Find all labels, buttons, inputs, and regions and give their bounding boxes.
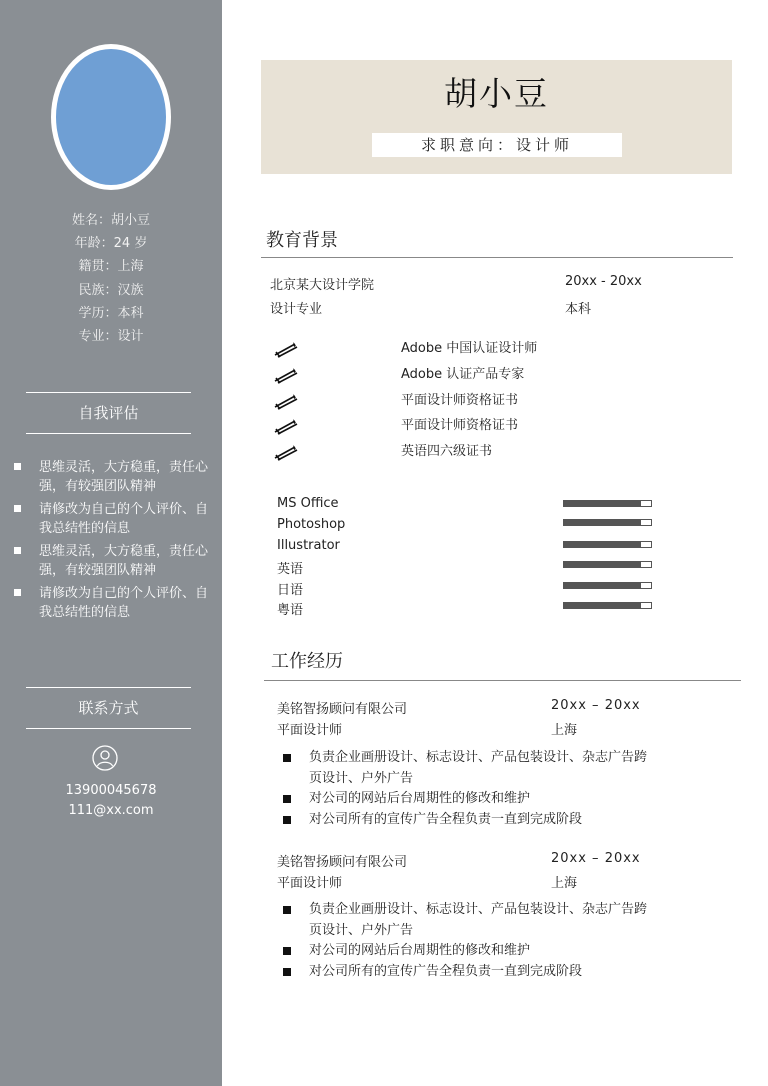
certificate-item: 英语四六级证书 — [401, 444, 493, 459]
diploma-icon — [273, 366, 299, 384]
contact-details — [0, 781, 222, 821]
skill-bar — [563, 519, 652, 526]
divider — [261, 257, 733, 258]
skill-bar — [563, 500, 652, 507]
skill-name: 英语 — [277, 562, 304, 577]
bullet-square-icon — [14, 505, 21, 512]
sidebar — [0, 0, 222, 1086]
skill-bar-fill — [564, 583, 641, 588]
info-major: 专业：设计 — [78, 329, 144, 345]
job-period: 20xx – 20xx — [551, 851, 641, 866]
list-item: 请修改为自己的个人评价、自我总结性的信息 — [12, 500, 212, 538]
header-box — [261, 60, 732, 174]
personal-info — [0, 209, 222, 348]
bullet-square-icon — [14, 463, 21, 470]
phone-number: 13900045678 — [65, 783, 157, 798]
list-item: 负责企业画册设计、标志设计、产品包装设计、杂志广告跨页设计、户外广告 — [280, 900, 650, 941]
diploma-icon — [273, 340, 299, 358]
list-item: 负责企业画册设计、标志设计、产品包装设计、杂志广告跨页设计、户外广告 — [280, 748, 650, 789]
skill-bar-fill — [564, 542, 641, 547]
diploma-icon — [273, 417, 299, 435]
certificate-item: 平面设计师资格证书 — [401, 393, 519, 408]
bullet-square-icon — [283, 795, 291, 803]
company-name: 美铭智扬顾问有限公司 — [277, 855, 408, 870]
diploma-icon — [273, 392, 299, 410]
degree: 本科 — [565, 302, 592, 317]
certificate-item: 平面设计师资格证书 — [401, 418, 519, 433]
job-location: 上海 — [551, 876, 578, 891]
skill-bar-fill — [564, 501, 641, 506]
skill-name: MS Office — [277, 496, 339, 511]
work-heading: 工作经历 — [271, 651, 343, 672]
avatar — [51, 44, 171, 190]
bullet-square-icon — [283, 968, 291, 976]
certificate-item: Adobe 中国认证设计师 — [401, 341, 538, 356]
bullet-square-icon — [283, 816, 291, 824]
duty-list — [280, 900, 650, 982]
list-item: 对公司所有的宣传广告全程负责一直到完成阶段 — [280, 962, 650, 983]
list-item: 对公司所有的宣传广告全程负责一直到完成阶段 — [280, 810, 650, 831]
list-item: 思维灵活，大方稳重，责任心强，有较强团队精神 — [12, 542, 212, 580]
skill-bar — [563, 561, 652, 568]
self-eval-list — [12, 458, 212, 626]
list-item: 对公司的网站后台周期性的修改和维护 — [280, 941, 650, 962]
bullet-square-icon — [14, 547, 21, 554]
info-age: 年龄：24 岁 — [74, 236, 148, 252]
info-ethnicity: 民族：汉族 — [78, 282, 144, 298]
bullet-square-icon — [14, 589, 21, 596]
duty-list — [280, 748, 650, 830]
skill-bar-fill — [564, 603, 641, 608]
job-period: 20xx – 20xx — [551, 698, 641, 713]
skill-bar — [563, 602, 652, 609]
email-address: 111@xx.com — [68, 803, 154, 818]
skill-name: 粤语 — [277, 603, 304, 618]
user-icon — [92, 745, 118, 771]
list-item: 思维灵活，大方稳重，责任心强，有较强团队精神 — [12, 458, 212, 496]
skill-bar — [563, 541, 652, 548]
skill-bar — [563, 582, 652, 589]
certificate-item: Adobe 认证产品专家 — [401, 367, 525, 382]
job-role: 平面设计师 — [277, 876, 343, 891]
list-item: 对公司的网站后台周期性的修改和维护 — [280, 789, 650, 810]
bullet-square-icon — [283, 754, 291, 762]
skill-bar-fill — [564, 520, 641, 525]
info-hometown: 籍贯：上海 — [78, 259, 144, 275]
skill-name: Photoshop — [277, 517, 346, 532]
job-location: 上海 — [551, 723, 578, 738]
info-name: 姓名：胡小豆 — [71, 213, 150, 228]
major: 设计专业 — [270, 302, 323, 317]
school-period: 20xx - 20xx — [565, 274, 642, 289]
education-heading: 教育背景 — [266, 230, 338, 251]
divider — [264, 680, 741, 681]
self-eval-title: 自我评估 — [26, 392, 191, 434]
bullet-square-icon — [283, 947, 291, 955]
skill-bar-fill — [564, 562, 641, 567]
school-name: 北京某大设计学院 — [270, 278, 375, 293]
contact-title: 联系方式 — [26, 687, 191, 729]
job-intent: 求职意向：设计师 — [372, 133, 622, 157]
skill-name: 日语 — [277, 583, 304, 598]
bullet-square-icon — [283, 906, 291, 914]
job-role: 平面设计师 — [277, 723, 343, 738]
company-name: 美铭智扬顾问有限公司 — [277, 702, 408, 717]
page-title: 胡小豆 — [444, 74, 549, 113]
info-education: 学历：本科 — [78, 305, 144, 321]
list-item: 请修改为自己的个人评价、自我总结性的信息 — [12, 584, 212, 622]
skill-name: Illustrator — [277, 538, 340, 553]
diploma-icon — [273, 443, 299, 461]
